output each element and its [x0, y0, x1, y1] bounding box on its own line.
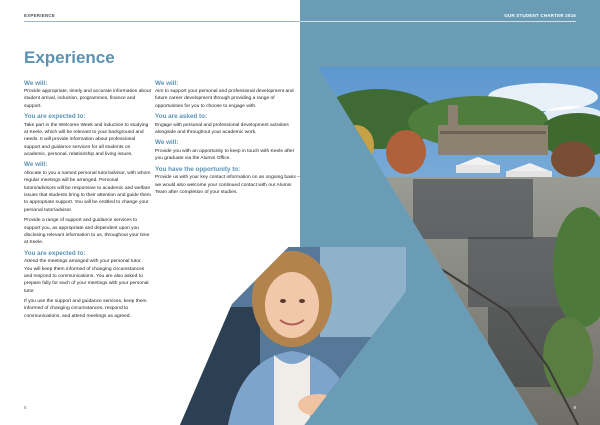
- section-paragraph: Provide you with an opportunity to keep in touch with Keele after you graduate via the Alumni Office.: [155, 148, 295, 162]
- section-paragraph: Take part in the Welcome Week and induction to studying at Keele, which will be relevant to your background and needs. It will provide information about professional support and guidance services for all students on academic, personal, relationship and living issues.: [24, 122, 149, 158]
- page-number-right: 9: [573, 405, 576, 410]
- section-paragraph: Attend the meetings arranged with your personal tutor. You will keep them informed of changing circumstances and respond to communications. You are also asked to prepare fully for each of your meetings with your personal tutor.: [24, 259, 149, 294]
- section-heading: You are expected to:: [24, 113, 86, 121]
- publication-header: OUR STUDENT CHARTER 2016: [504, 13, 576, 18]
- page-title: Experience: [24, 48, 115, 67]
- section-heading: You have the opportunity to:: [155, 165, 241, 173]
- section-paragraph: Allocate to you a named personal tutor/advisor, with whom regular meetings will be arranged. Personal tutors/advisors will be responsive to academic and welfare issues that students bring to their attention and guide them to appropriate support. You will be entitled to change your personal tutor/advisor.: [24, 171, 151, 213]
- section-paragraph: Provide appropriate, timely and accurate information about student arrival, induction, programmes, finance and support.: [24, 89, 151, 109]
- section-heading: You are expected to:: [24, 249, 86, 257]
- section-paragraph: Aim to support your personal and professional development and future career development through providing a range of opportunities for you to choose to engage with.: [155, 89, 294, 109]
- section-paragraph: Provide us with your key contact information on an ongoing basis – we would also welcome your continued contact with our Alumni Team after completion of your studies.: [155, 175, 300, 195]
- section-heading: We will:: [24, 161, 48, 169]
- section-heading: We will:: [155, 79, 179, 87]
- section-paragraph: If you use the support and guidance services, keep them informed of changing circumstances, respond to communications, and attend meetings as agreed.: [24, 298, 147, 319]
- section-paragraph: Provide a range of support and guidance services to support you, as appropriate and dependent upon you disclosing relevant information to us, throughout your time at Keele.: [24, 218, 150, 246]
- text-column-right: [155, 77, 300, 199]
- section-header: EXPERIENCE: [24, 13, 56, 18]
- text-column-left: [24, 77, 151, 323]
- section-heading: We will:: [155, 139, 179, 147]
- section-heading: We will:: [24, 79, 48, 87]
- page-number-left: 8: [24, 405, 27, 410]
- section-paragraph: Engage with personal and professional development activities alongside and throughout your academic work.: [155, 122, 289, 136]
- section-heading: You are asked to:: [155, 113, 208, 121]
- header-rule-right: [300, 21, 576, 22]
- header-rule-left: [24, 21, 300, 22]
